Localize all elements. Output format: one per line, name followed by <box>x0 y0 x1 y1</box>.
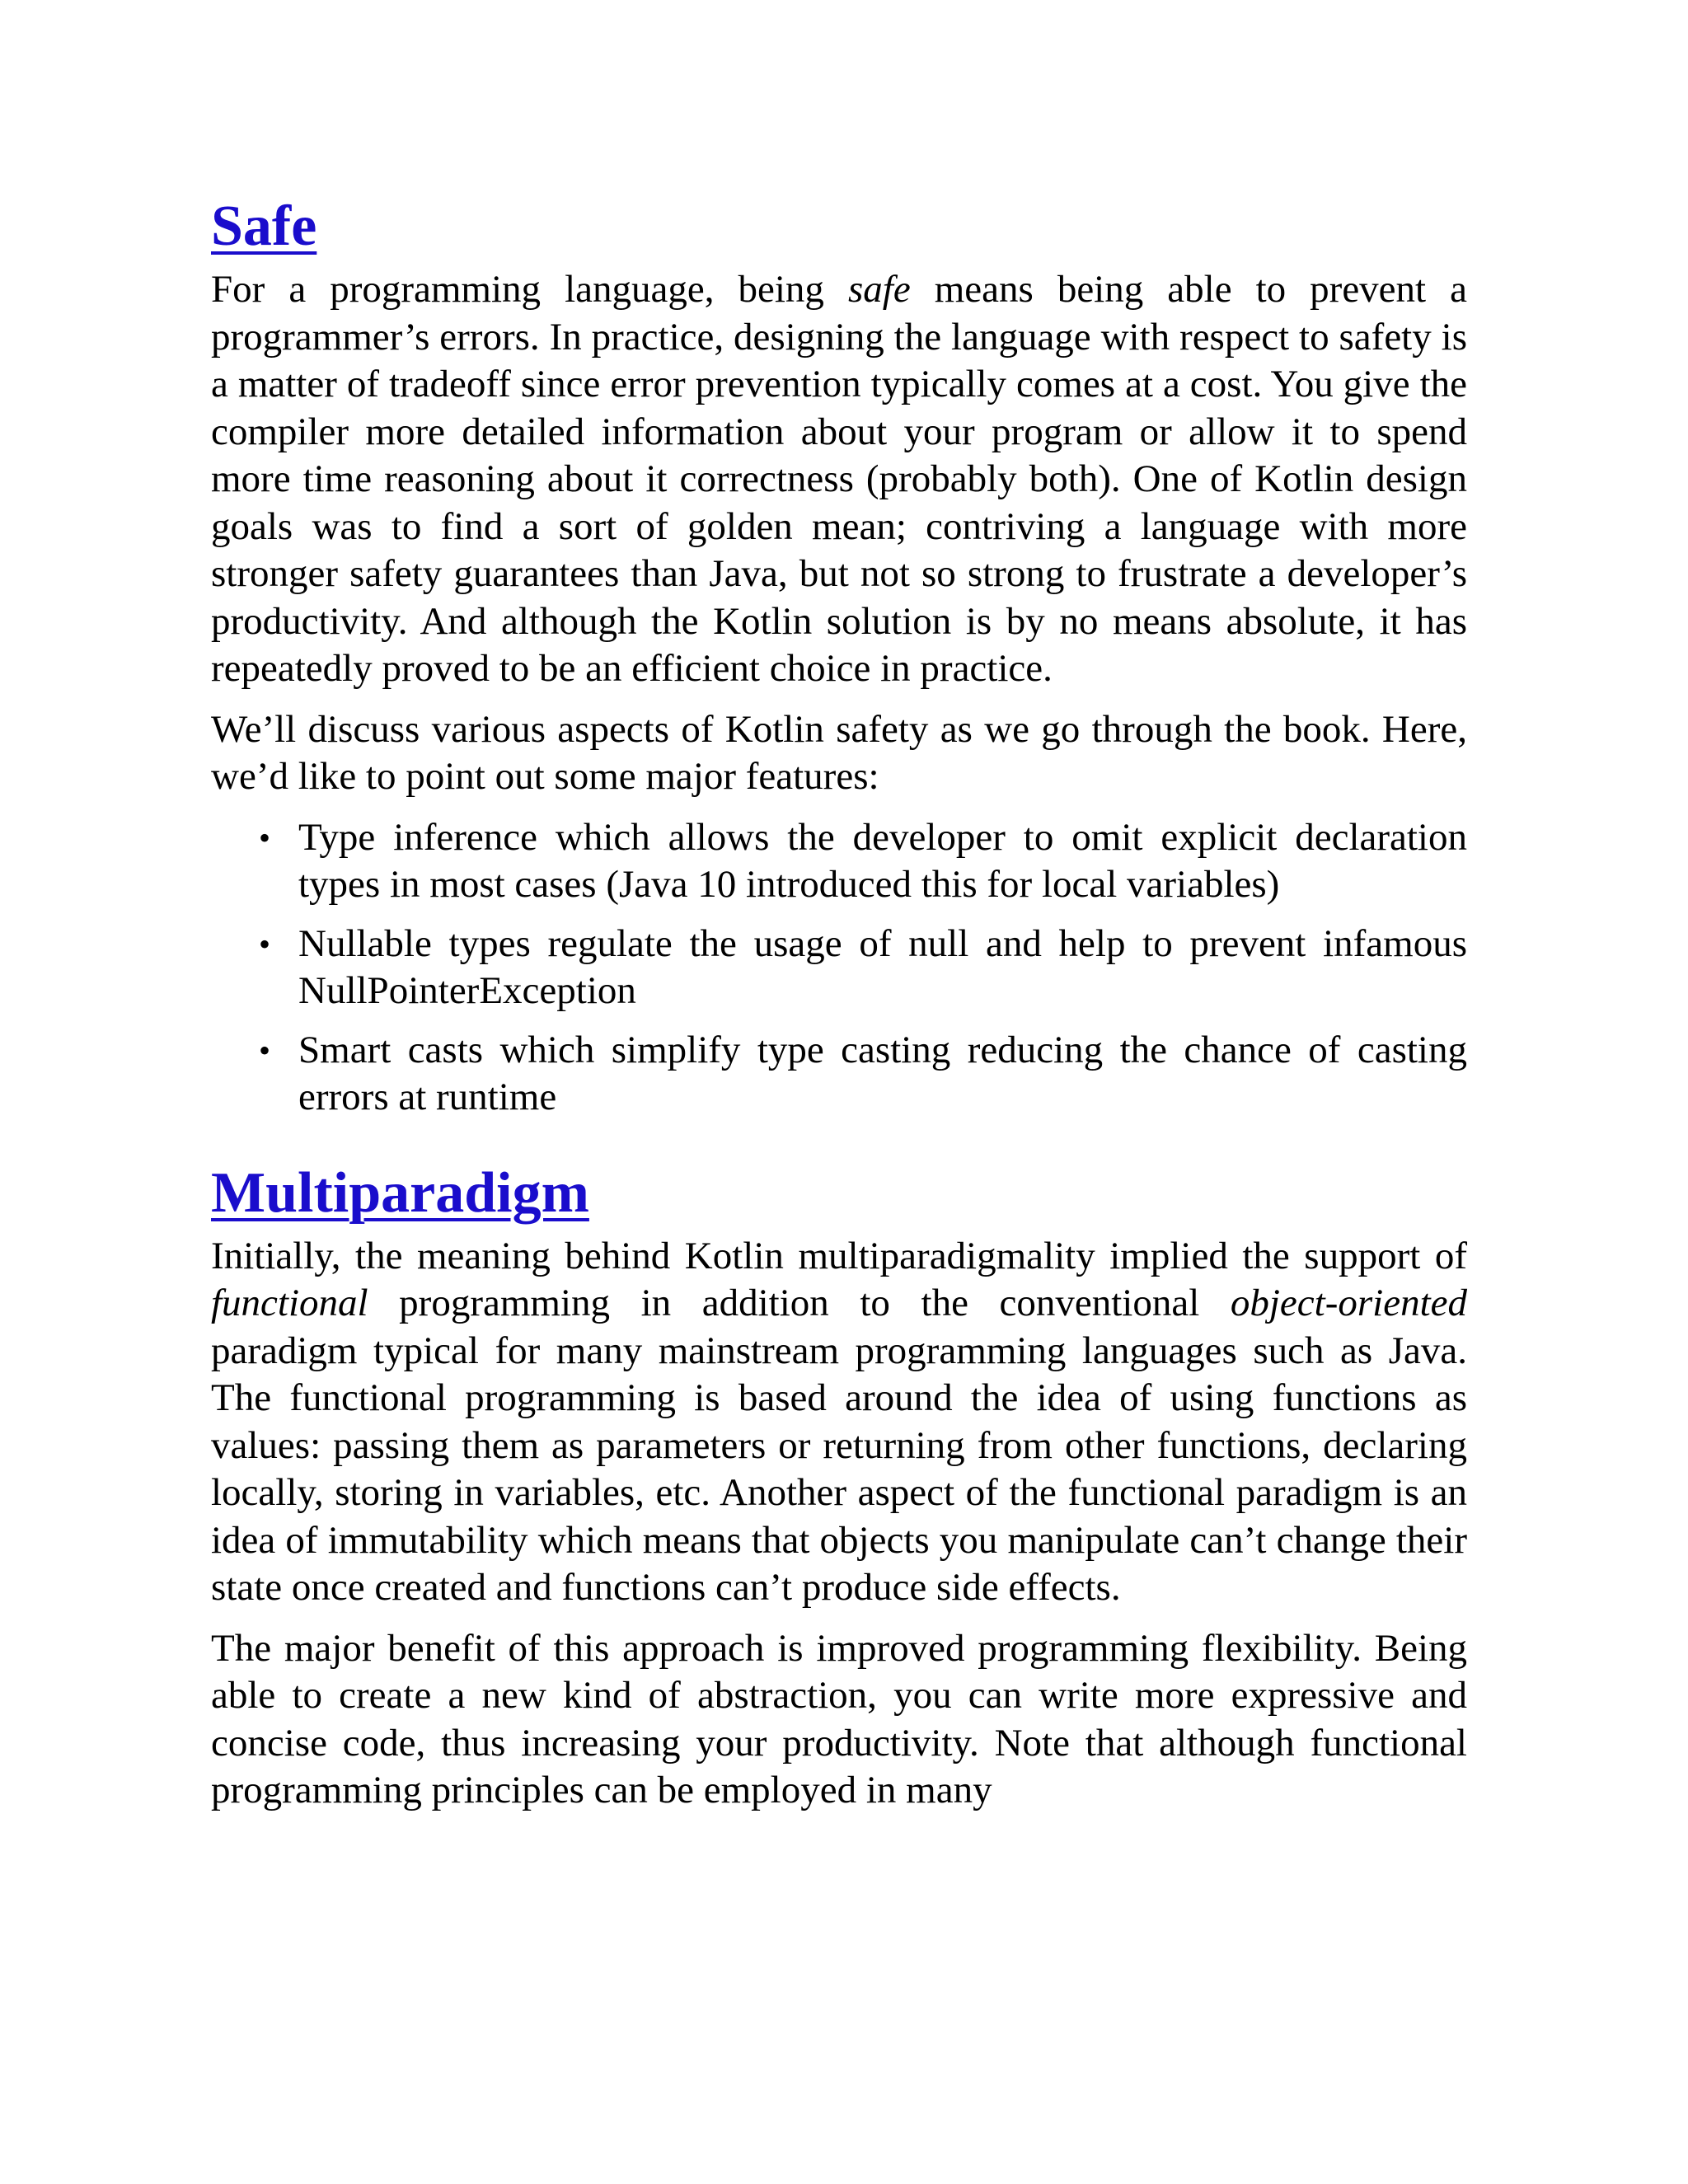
paragraph-multiparadigm-meaning: Initially, the meaning behind Kotlin multiparadigmality implied the support of functional programming in addition to the conventional object-oriented paradigm typical for many mainstream programming languages such as Java. The functional programming is based around the idea of using functions as values: passing them as parameters or returning from other functions, declaring locally, storing in variables, etc. Another aspect of the functional paradigm is an idea of immutability which means that objects you manipulate can’t change their state once created and functions can’t produce side effects. <box>211 1234 1467 1609</box>
list-item: • Type inference which allows the developer to omit explicit declaration types in most cases (Java 10 introduced this for local variables) <box>259 815 1467 906</box>
list-item: • Nullable types regulate the usage of null and help to prevent infamous NullPointerException <box>259 921 1467 1012</box>
safety-features-list <box>211 814 1467 1122</box>
heading-link-multiparadigm[interactable]: Multiparadigm <box>211 1160 589 1225</box>
emphasis-object-oriented: object-oriented <box>1230 1282 1467 1324</box>
section-safe <box>211 194 1467 1122</box>
list-item: • Smart casts which simplify type casting reducing the chance of casting errors at runtime <box>259 1028 1467 1118</box>
emphasis-functional: functional <box>211 1282 368 1324</box>
bullet-icon: • <box>259 818 271 856</box>
heading-link-safe[interactable]: Safe <box>211 194 317 258</box>
bullet-icon: • <box>259 925 271 963</box>
paragraph-safe-definition: For a programming language, being safe means being able to prevent a programmer’s errors. In practice, designing the language with respect to safety is a matter of tradeoff since error prevention typically comes at a cost. You give the compiler more detailed information about your program or allow it to spend more time reasoning about it correctness (probably both). One of Kotlin design goals was to find a sort of golden mean; contriving a language with more stronger safety guarantees than Java, but not so strong to frustrate a developer’s productivity. And although the Kotlin solution is by no means absolute, it has repeatedly proved to be an efficient choice in practice. <box>211 268 1467 690</box>
emphasis-safe: safe <box>847 268 911 311</box>
bullet-icon: • <box>259 1031 271 1069</box>
paragraph-safe-features-intro: We’ll discuss various aspects of Kotlin safety as we go through the book. Here, we’d like to point out some major features: <box>211 707 1467 798</box>
document-page <box>211 194 1467 1828</box>
paragraph-multiparadigm-benefit: The major benefit of this approach is improved programming flexibility. Being able to create a new kind of abstraction, you can write more expressive and concise code, thus increasing your productivity. Note that although functional programming principles can be employed in many <box>211 1626 1467 1811</box>
section-multiparadigm <box>211 1161 1467 1815</box>
